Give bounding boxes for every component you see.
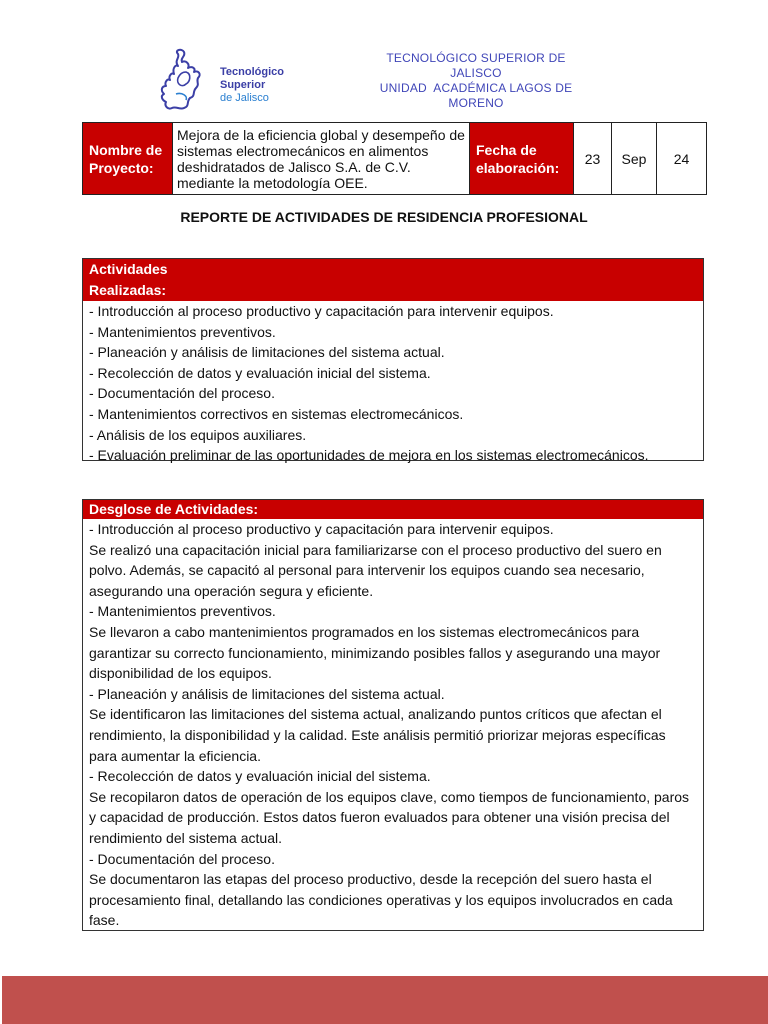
breakdown-box <box>82 499 704 931</box>
list-item: - Mantenimientos correctivos en sistemas electromecánicos. <box>89 405 464 422</box>
logo-line-2: Superior <box>220 79 266 91</box>
breakdown-section-text: Se realizó una capacitación inicial para familiarizarse con el proceso productivo del suero en polvo. Además, se capacitó al personal para intervenir los equipos cuando sea necesario, asegurando una operación segura y eficiente. <box>89 541 662 599</box>
breakdown-section-text: Se recopilaron datos de operación de los equipos clave, como tiempos de funcionamiento, paros y capacidad de producción. Estos datos fueron evaluados para obtener una visión precisa del rendimiento del sistema actual. <box>89 788 690 846</box>
list-item: - Recolección de datos y evaluación inicial del sistema. <box>89 364 431 381</box>
breakdown-section-text: Se llevaron a cabo mantenimientos programados en los sistemas electromecánicos para garantizar su correcto funcionamiento, minimizando posibles fallos y asegurando una mayor disponibilidad de los equipos. <box>89 623 661 682</box>
footer-bar <box>2 976 768 1024</box>
activities-box <box>82 258 704 464</box>
breakdown-body <box>83 519 703 931</box>
report-title: REPORTE DE ACTIVIDADES DE RESIDENCIA PROFESIONAL <box>180 209 588 225</box>
logo-line-3: de Jalisco <box>220 92 269 104</box>
breakdown-section-text: Se identificaron las limitaciones del sistema actual, analizando puntos críticos que afectan el rendimiento, la disponibilidad y la calidad. Este análisis permitió priorizar mejoras específicas para aumentar la eficiencia. <box>89 706 666 764</box>
logo-line-1: Tecnológico <box>220 66 284 78</box>
breakdown-section-title: - Planeación y análisis de limitaciones del sistema actual. <box>89 685 445 702</box>
list-item: - Análisis de los equipos auxiliares. <box>89 426 307 443</box>
breakdown-section-title: - Recolección de datos y evaluación inicial del sistema. <box>89 768 431 785</box>
date-month: Sep <box>612 123 657 195</box>
breakdown-section-title: - Documentación del proceso. <box>89 850 275 867</box>
date-day: 23 <box>574 123 612 195</box>
institution-line-2: JALISCO <box>450 66 502 80</box>
activities-header <box>83 259 703 301</box>
list-item: - Evaluación preliminar de las oportunidades de mejora en los sistemas electromecánicos. <box>89 447 649 464</box>
breakdown-section-title: - Mantenimientos preventivos. <box>89 603 276 620</box>
list-item: - Documentación del proceso. <box>89 385 275 402</box>
list-item: - Introducción al proceso productivo y capacitación para intervenir equipos. <box>89 303 554 319</box>
institution-line-1: TECNOLÓGICO SUPERIOR DE <box>386 51 566 65</box>
date-year: 24 <box>657 123 707 195</box>
project-name-value: Mejora de la eficiencia global y desempeño de sistemas electromecánicos en alimentos deshidratados de Jalisco S.A. de C.V. mediante la metodología OEE. <box>173 123 470 195</box>
breakdown-header: Desglose de Actividades: <box>83 500 703 519</box>
breakdown-section-title: - Introducción al proceso productivo y capacitación para intervenir equipos. <box>89 521 554 537</box>
jalisco-map-icon <box>156 48 218 114</box>
breakdown-section-text: Se documentaron las etapas del proceso productivo, desde la recepción del suero hasta el procesamiento final, detallando las condiciones operativas y los equipos involucrados en cada fase. <box>89 871 673 929</box>
list-item: - Planeación y análisis de limitaciones del sistema actual. <box>89 344 445 361</box>
list-item: - Mantenimientos preventivos. <box>89 323 276 340</box>
project-name-label: Nombre de Proyecto: <box>83 123 173 195</box>
logo-wordmark <box>220 66 284 105</box>
activities-header-label: Actividades Realizadas: <box>89 261 168 298</box>
date-label: Fecha de elaboración: <box>470 123 574 195</box>
institution-line-3: UNIDAD ACADÉMICA LAGOS DE <box>379 81 573 95</box>
institution-logo <box>156 48 296 116</box>
institution-line-4: MORENO <box>448 96 504 110</box>
project-info-table <box>82 122 707 195</box>
institution-header <box>370 51 582 111</box>
activities-list <box>83 301 703 466</box>
